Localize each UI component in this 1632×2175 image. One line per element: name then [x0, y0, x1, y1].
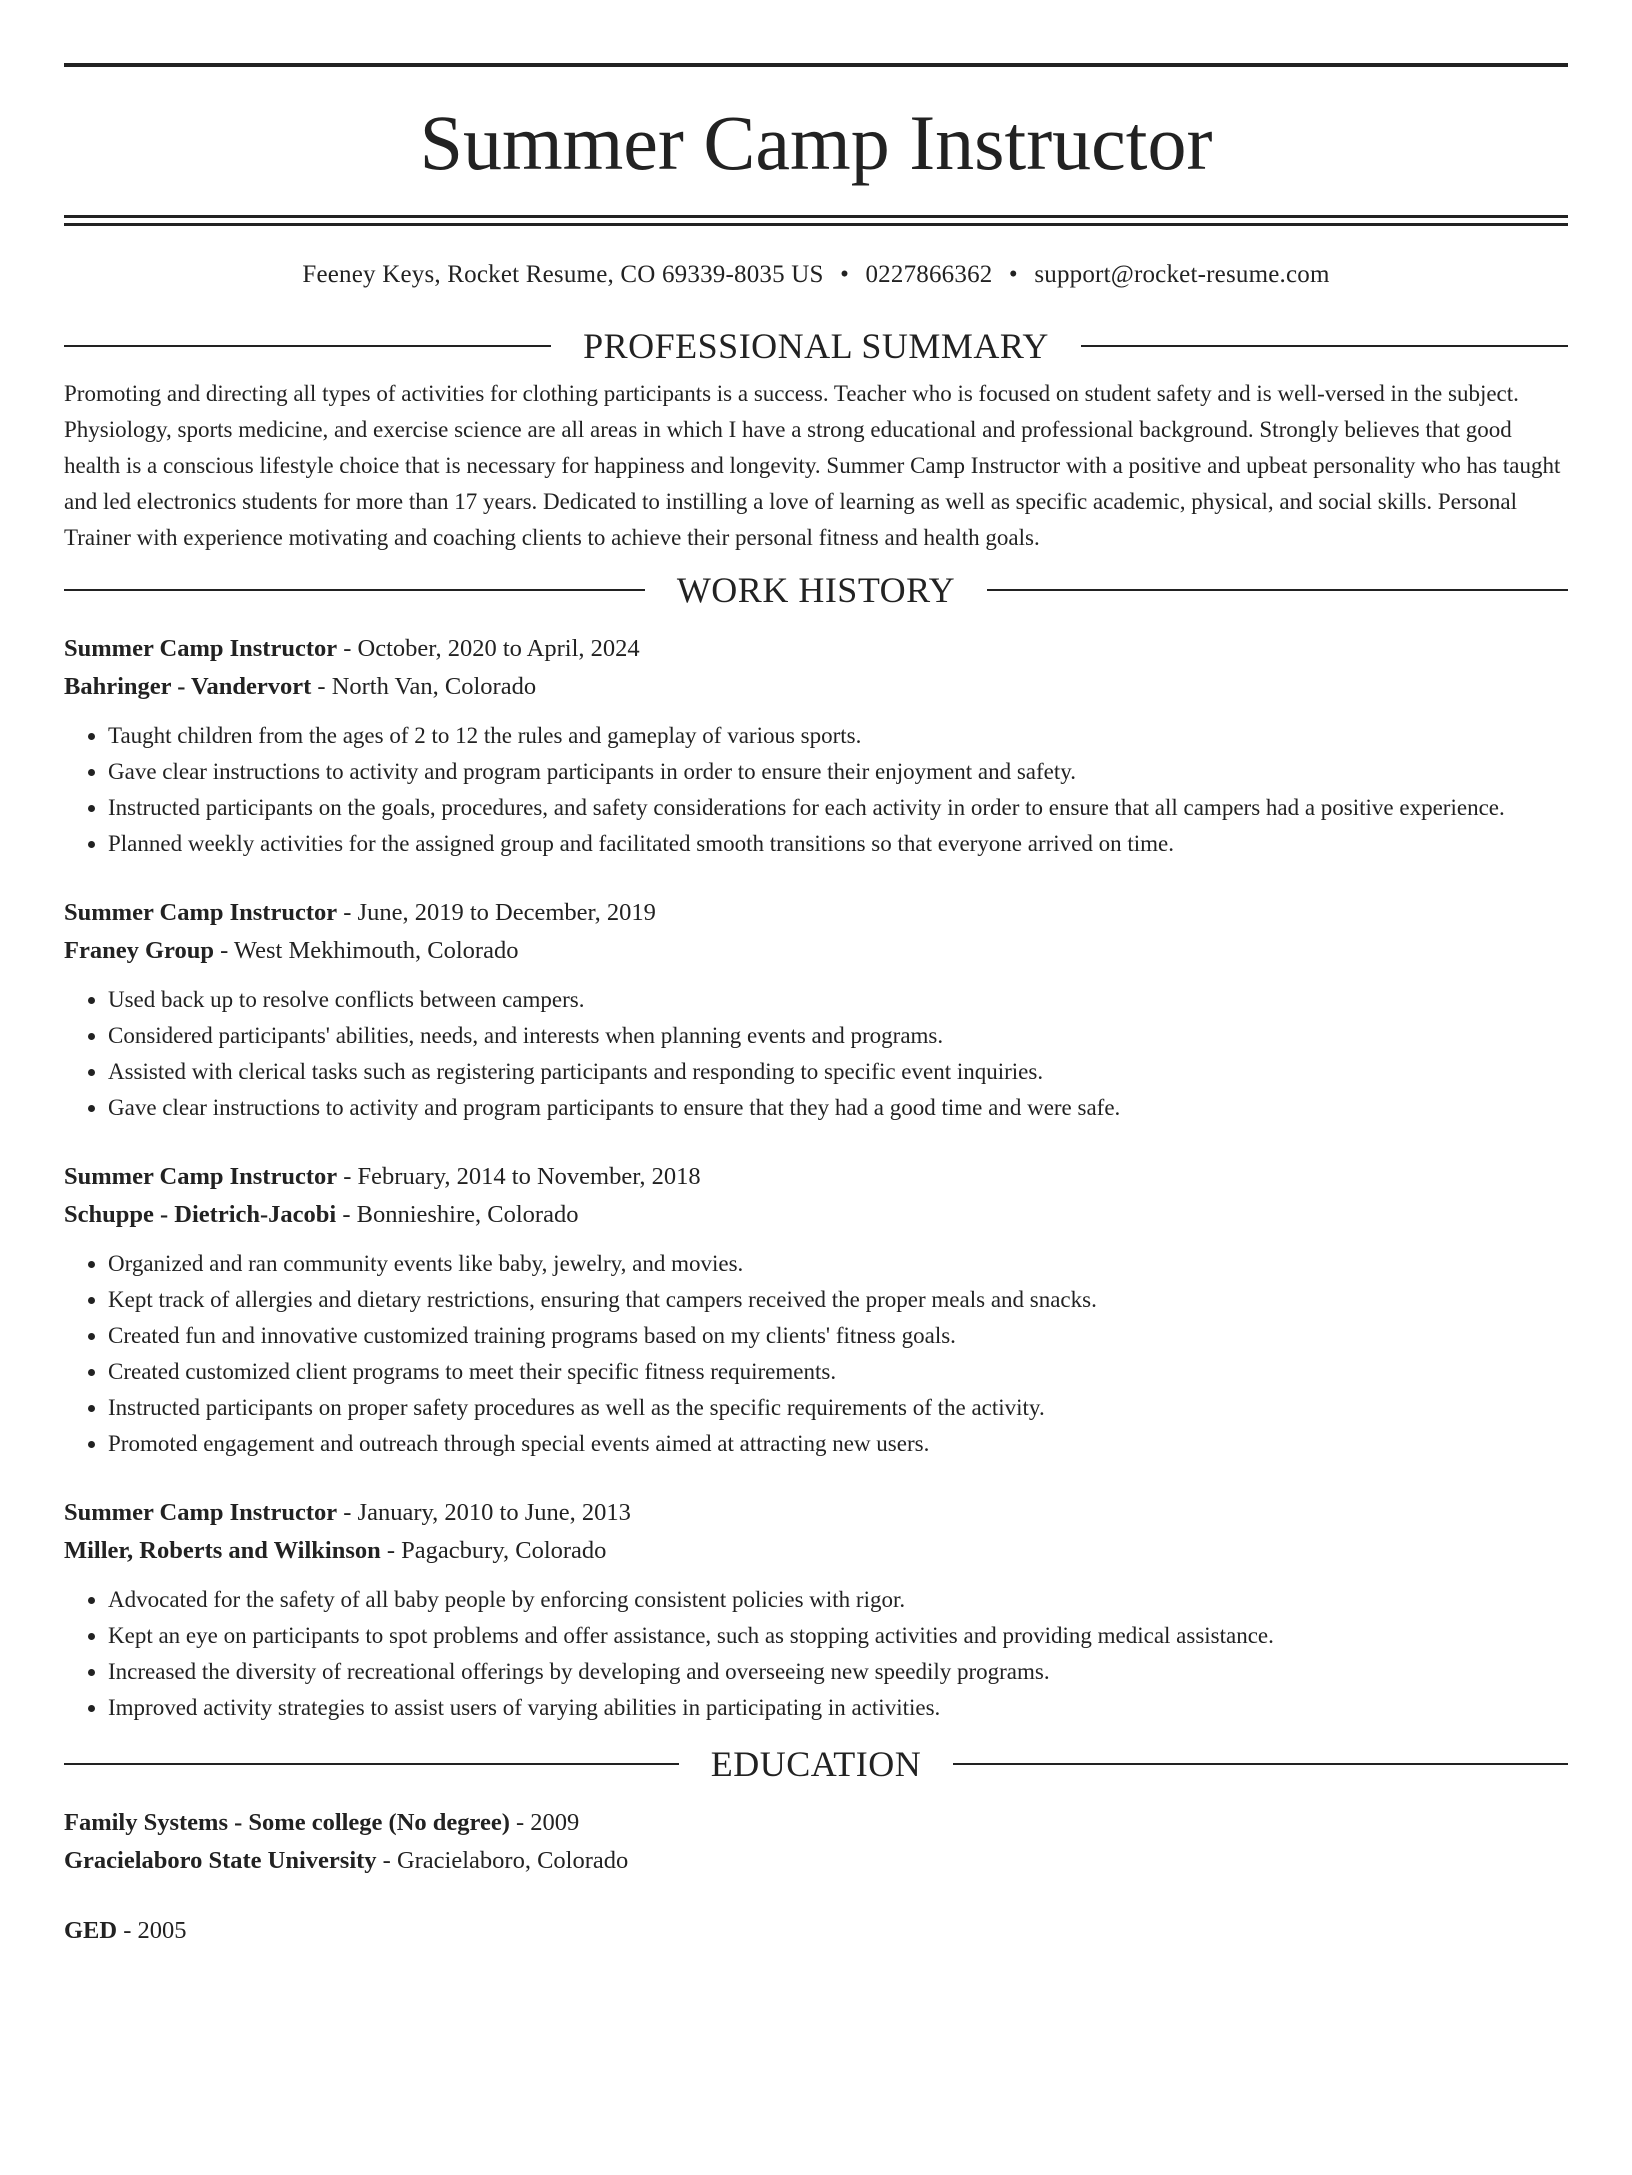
education-degree: Family Systems - Some college (No degree): [64, 1809, 510, 1836]
work-history-heading: [64, 570, 1568, 610]
job-title: Summer Camp Instructor: [64, 1499, 338, 1526]
job-dates: - February, 2014 to November, 2018: [337, 1163, 701, 1190]
job-company-line: [64, 1196, 1568, 1234]
education-entry: [64, 1912, 1568, 1950]
job-bullets: [64, 1582, 1568, 1726]
job-bullet: • Considered participants' abilities, needs, and interests when planning events and programs.: [108, 1018, 1568, 1054]
job-entry: [64, 630, 1568, 862]
resume-title: Summer Camp Instructor: [419, 99, 1213, 186]
top-rule: [64, 63, 1568, 67]
job-bullets: [64, 718, 1568, 862]
education-entry: [64, 1804, 1568, 1880]
summary-heading-label: PROFESSIONAL SUMMARY: [583, 326, 1049, 366]
summary-text: Promoting and directing all types of activities for clothing participants is a success. Teacher who is focused on student safety and is well-versed in the subject. Physiology, sports medicine, and exercise science are all areas in which I have a strong educational and professional background. Strongly believes that good health is a conscious lifestyle choice that is necessary for happiness and longevity. Summer Camp Instructor with a positive and upbeat personality who has taught and led electronics students for more than 17 years. Dedicated to instilling a love of learning as well as specific academic, physical, and social skills. Personal Trainer with experience motivating and coaching clients to achieve their personal fitness and health goals.: [64, 381, 1561, 550]
job-title-line: [64, 1158, 1568, 1196]
job-bullet: • Kept track of allergies and dietary restrictions, ensuring that campers received the proper meals and snacks.: [108, 1282, 1568, 1318]
job-location: - Bonnieshire, Colorado: [336, 1201, 579, 1228]
job-company: Bahringer - Vandervort: [64, 673, 312, 700]
contact-address: Feeney Keys, Rocket Resume, CO 69339-8035 US: [302, 261, 824, 288]
job-title: Summer Camp Instructor: [64, 635, 338, 662]
job-entry: [64, 894, 1568, 1126]
job-bullet: • Promoted engagement and outreach through special events aimed at attracting new users.: [108, 1426, 1568, 1462]
work-history-heading-label: WORK HISTORY: [676, 570, 956, 610]
heading-rule-left: [64, 589, 645, 591]
contact-phone: 0227866362: [865, 261, 993, 288]
education-heading: [64, 1744, 1568, 1784]
heading-rule-left: [64, 345, 551, 347]
job-bullet: • Instructed participants on proper safety procedures as well as the specific requirements of the activity.: [108, 1390, 1568, 1426]
heading-rule-right: [1081, 345, 1568, 347]
job-company-line: [64, 1532, 1568, 1570]
job-bullet: • Gave clear instructions to activity and program participants to ensure that they had a good time and were safe.: [108, 1090, 1568, 1126]
education-heading-label: EDUCATION: [710, 1744, 922, 1784]
job-bullet: • Increased the diversity of recreational offerings by developing and overseeing new speedily programs.: [108, 1654, 1568, 1690]
job-bullets: [64, 982, 1568, 1126]
education-degree-line: [64, 1804, 1568, 1842]
job-company: Franey Group: [64, 937, 214, 964]
job-entry: [64, 1158, 1568, 1462]
contact-email: support@rocket-resume.com: [1034, 261, 1330, 288]
job-bullet: • Improved activity strategies to assist users of varying abilities in participating in activities.: [108, 1690, 1568, 1726]
job-bullet: • Organized and ran community events like baby, jewelry, and movies.: [108, 1246, 1568, 1282]
education-location: - Gracielaboro, Colorado: [376, 1847, 629, 1874]
job-bullet: • Advocated for the safety of all baby people by enforcing consistent policies with rigor.: [108, 1582, 1568, 1618]
summary-heading: [64, 326, 1568, 366]
education-year: - 2009: [509, 1809, 580, 1836]
heading-rule-right: [953, 1763, 1568, 1765]
job-bullet: • Created fun and innovative customized training programs based on my clients' fitness goals.: [108, 1318, 1568, 1354]
contact-separator: •: [840, 261, 850, 288]
job-bullet: • Instructed participants on the goals, procedures, and safety considerations for each activity in order to ensure that all campers had a positive experience.: [108, 790, 1568, 826]
job-title: Summer Camp Instructor: [64, 899, 338, 926]
job-location: - West Mekhimouth, Colorado: [213, 937, 519, 964]
job-company-line: [64, 668, 1568, 706]
education-year: - 2005: [117, 1917, 187, 1944]
resume-page: [0, 63, 1632, 2175]
job-bullet: • Used back up to resolve conflicts between campers.: [108, 982, 1568, 1018]
job-dates: - June, 2019 to December, 2019: [337, 899, 656, 926]
job-location: - North Van, Colorado: [311, 673, 537, 700]
job-bullet: • Gave clear instructions to activity and program participants in order to ensure their enjoyment and safety.: [108, 754, 1568, 790]
education-degree-line: [64, 1912, 1568, 1950]
job-entry: [64, 1494, 1568, 1726]
job-dates: - January, 2010 to June, 2013: [337, 1499, 631, 1526]
job-bullet: • Kept an eye on participants to spot problems and offer assistance, such as stopping activities and providing medical assistance.: [108, 1618, 1568, 1654]
job-company-line: [64, 932, 1568, 970]
education-degree: GED: [64, 1917, 118, 1944]
job-bullets: [64, 1246, 1568, 1462]
job-company: Schuppe - Dietrich-Jacobi: [64, 1201, 337, 1228]
job-title-line: [64, 1494, 1568, 1532]
job-title: Summer Camp Instructor: [64, 1163, 338, 1190]
contact-line: [64, 260, 1568, 290]
contact-separator: •: [1008, 261, 1018, 288]
heading-rule-left: [64, 1763, 679, 1765]
job-company: Miller, Roberts and Wilkinson: [64, 1537, 381, 1564]
job-title-line: [64, 894, 1568, 932]
heading-rule-right: [987, 589, 1568, 591]
job-bullet: • Created customized client programs to meet their specific fitness requirements.: [108, 1354, 1568, 1390]
job-title-line: [64, 630, 1568, 668]
job-bullet: • Planned weekly activities for the assigned group and facilitated smooth transitions so that everyone arrived on time.: [108, 826, 1568, 862]
education-school-line: [64, 1842, 1568, 1880]
education-school: Gracielaboro State University: [64, 1847, 377, 1874]
title-double-rule: [64, 215, 1568, 226]
job-bullet: • Taught children from the ages of 2 to 12 the rules and gameplay of various sports.: [108, 718, 1568, 754]
job-bullet: • Assisted with clerical tasks such as registering participants and responding to specific event inquiries.: [108, 1054, 1568, 1090]
job-dates: - October, 2020 to April, 2024: [337, 635, 640, 662]
job-location: - Pagacbury, Colorado: [380, 1537, 607, 1564]
